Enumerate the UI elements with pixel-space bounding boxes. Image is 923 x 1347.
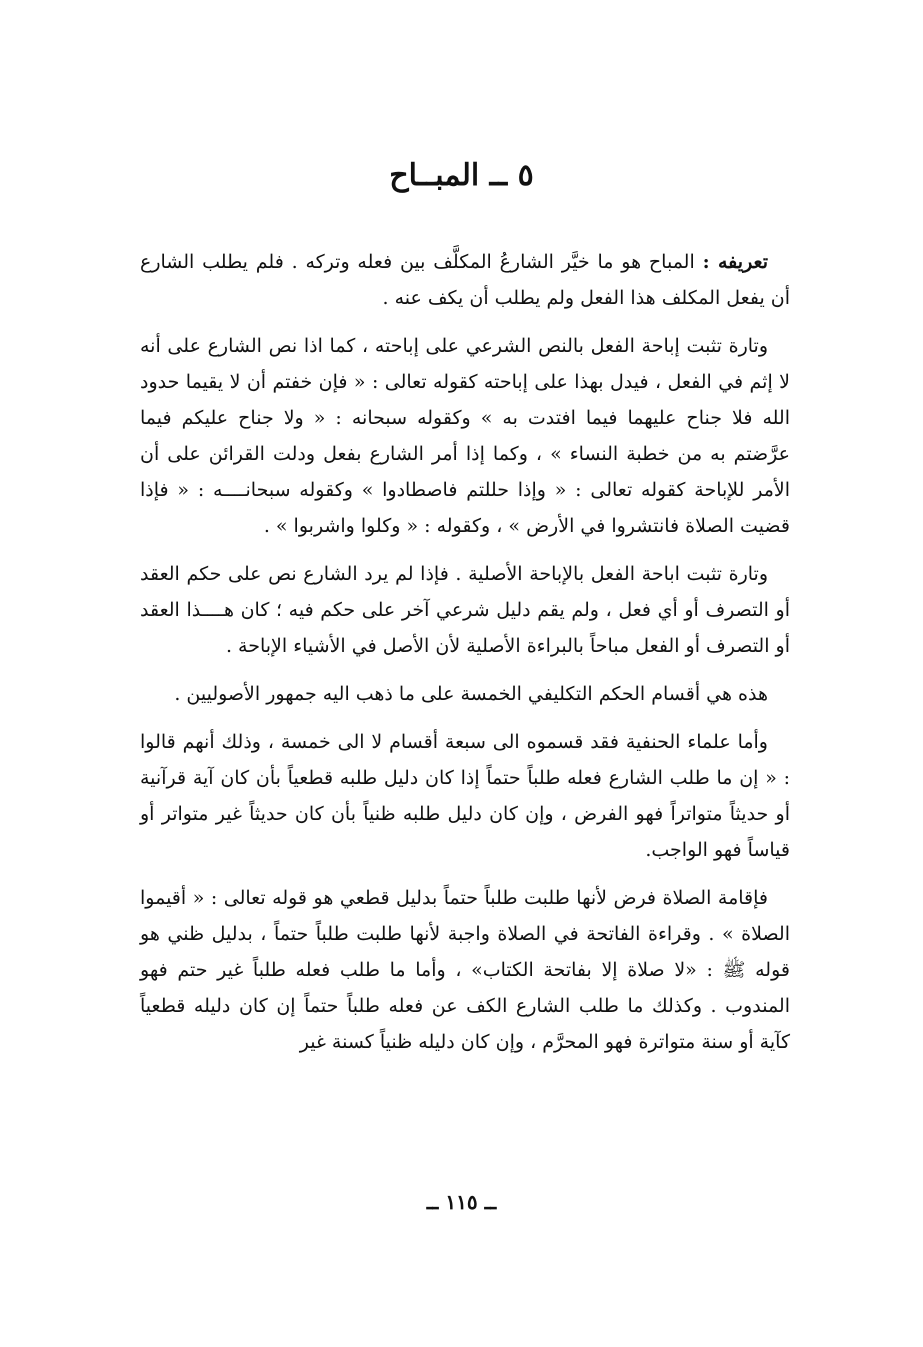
definition-term: تعريفه : [702, 251, 769, 273]
body-text [140, 244, 790, 1072]
paragraph-summary: هذه هي أقسام الحكم التكليفي الخمسة على ما ذهب اليه جمهور الأصوليين . [174, 683, 768, 705]
paragraph-examples: فإقامة الصلاة فرض لأنها طلبت طلباً حتماً بدليل قطعي هو قوله تعالى : « أقيموا الصلاة » . وقراءة الفاتحة في الصلاة واجبة لأنها طلبت طلباً حتماً ، بدليل ظني هو قوله ﷺ : «لا صلاة إلا بفاتحة الكتاب» ، وأما ما طلب فعله طلباً غير حتم فهو المندوب . وكذلك ما طلب الشارع الكف عن فعله طلباً حتماً إن كان دليله قطعياً كآية أو سنة متواترة فهو المحرَّم ، وإن كان دليله ظنياً كسنة غير [140, 887, 790, 1053]
page-number: ــ ١١٥ ــ [426, 1190, 497, 1214]
paragraph-text: المباح هو ما خيَّر الشارعُ المكلَّف بين فعله وتركه . فلم يطلب الشارع أن يفعل المكلف هذا الفعل ولم يطلب أن يكف عنه . [140, 251, 790, 309]
paragraph-original-permissibility: وتارة تثبت اباحة الفعل بالإباحة الأصلية . فإذا لم يرد الشارع نص على حكم العقد أو التصرف أو أي فعل ، ولم يقم دليل شرعي آخر على حكم فيه ؛ كان هــــذا العقد أو التصرف أو الفعل مباحاً بالبراءة الأصلية لأن الأصل في الأشياء الإباحة . [140, 563, 790, 657]
chapter-title: ٥ ــ المبــاح [389, 158, 534, 193]
paragraph-definition [140, 244, 790, 316]
paragraph-hanafi-division: وأما علماء الحنفية فقد قسموه الى سبعة أقسام لا الى خمسة ، وذلك أنهم قالوا : « إن ما طلب الشارع فعله طلباً حتماً إذا كان دليل طلبه قطعياً بأن كان آية قرآنية أو حديثاً متواتراً فهو الفرض ، وإن كان دليل طلبه ظنياً بأن كان حديثاً غير متواتر أو قياساً فهو الواجب. [140, 731, 790, 861]
paragraph-text-evidence: وتارة تثبت إباحة الفعل بالنص الشرعي على إباحته ، كما اذا نص الشارع على أنه لا إثم في الفعل ، فيدل بهذا على إباحته كقوله تعالى : « فإن خفتم أن لا يقيما حدود الله فلا جناح عليهما فيما افتدت به » وكقوله سبحانه : « ولا جناح عليكم فيما عرَّضتم به من خطبة النساء » ، وكما إذا أمر الشارع بفعل ودلت القرائن على أن الأمر للإباحة كقوله تعالى : « وإذا حللتم فاصطادوا » وكقوله سبحانــــه : « فإذا قضيت الصلاة فانتشروا في الأرض » ، وكقوله : « وكلوا واشربوا » . [140, 335, 790, 537]
